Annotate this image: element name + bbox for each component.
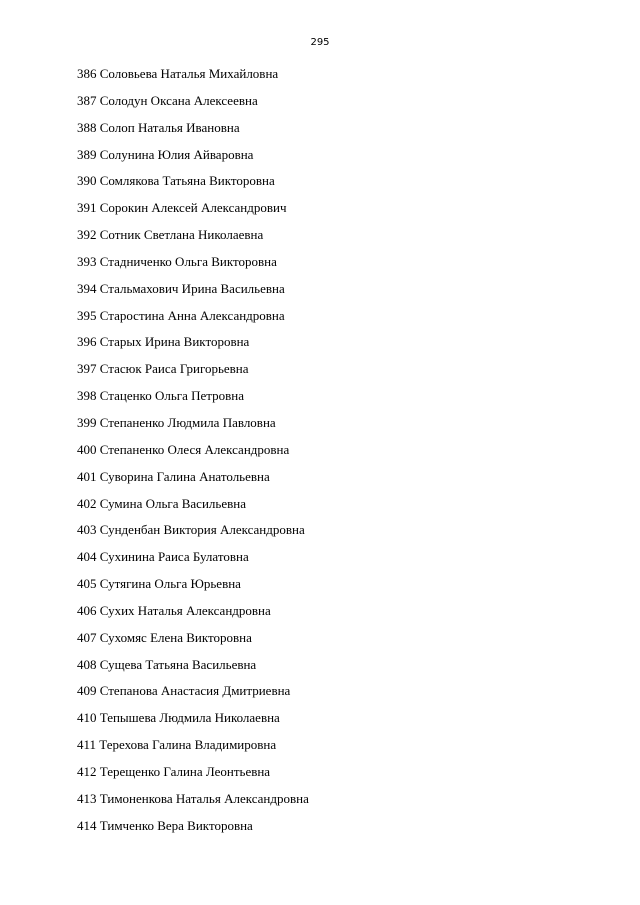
list-item: 404 Сухинина Раиса Булатовна <box>77 549 249 565</box>
list-item: 412 Терещенко Галина Леонтьевна <box>77 763 271 779</box>
list-item: 393 Стадниченко Ольга Викторовна <box>77 253 277 269</box>
list-item: 400 Степаненко Олеся Александровна <box>77 441 290 457</box>
list-item: 408 Сущева Татьяна Васильевна <box>77 656 257 672</box>
list-item: 387 Солодун Оксана Алексеевна <box>77 92 258 108</box>
list-item: 391 Сорокин Алексей Александрович <box>77 200 287 216</box>
list-item: 395 Старостина Анна Александровна <box>77 307 285 323</box>
list-item: 397 Стасюк Раиса Григорьевна <box>77 361 249 377</box>
list-item: 402 Сумина Ольга Васильевна <box>77 495 246 511</box>
list-item: 398 Стаценко Ольга Петровна <box>77 388 244 404</box>
list-item: 414 Тимченко Вера Викторовна <box>77 817 253 833</box>
list-item: 386 Соловьева Наталья Михайловна <box>77 66 279 81</box>
list-item: 411 Терехова Галина Владимировна <box>77 737 277 753</box>
list-item: 405 Сутягина Ольга Юрьевна <box>77 576 241 592</box>
list-item: 396 Старых Ирина Викторовна <box>77 334 250 350</box>
list-item: 392 Сотник Светлана Николаевна <box>77 227 264 243</box>
list-item: 413 Тимоненкова Наталья Александровна <box>77 790 309 806</box>
list-item: 410 Тепышева Людмила Николаевна <box>77 710 280 726</box>
name-list <box>77 64 309 842</box>
list-item: 388 Солоп Наталья Ивановна <box>77 119 240 135</box>
list-item: 390 Сомлякова Татьяна Викторовна <box>77 173 275 189</box>
list-item: 406 Сухих Наталья Александровна <box>77 602 271 618</box>
list-item: 401 Суворина Галина Анатольевна <box>77 468 270 484</box>
list-item: 403 Сунденбан Виктория Александровна <box>77 522 305 538</box>
list-item: 409 Степанова Анастасия Дмитриевна <box>77 683 291 699</box>
list-item: 407 Сухомяс Елена Викторовна <box>77 629 252 645</box>
page-number: 295 <box>310 37 330 48</box>
list-item: 394 Стальмахович Ирина Васильевна <box>77 280 285 296</box>
list-item: 389 Солунина Юлия Айваровна <box>77 146 254 162</box>
list-item: 399 Степаненко Людмила Павловна <box>77 414 276 430</box>
